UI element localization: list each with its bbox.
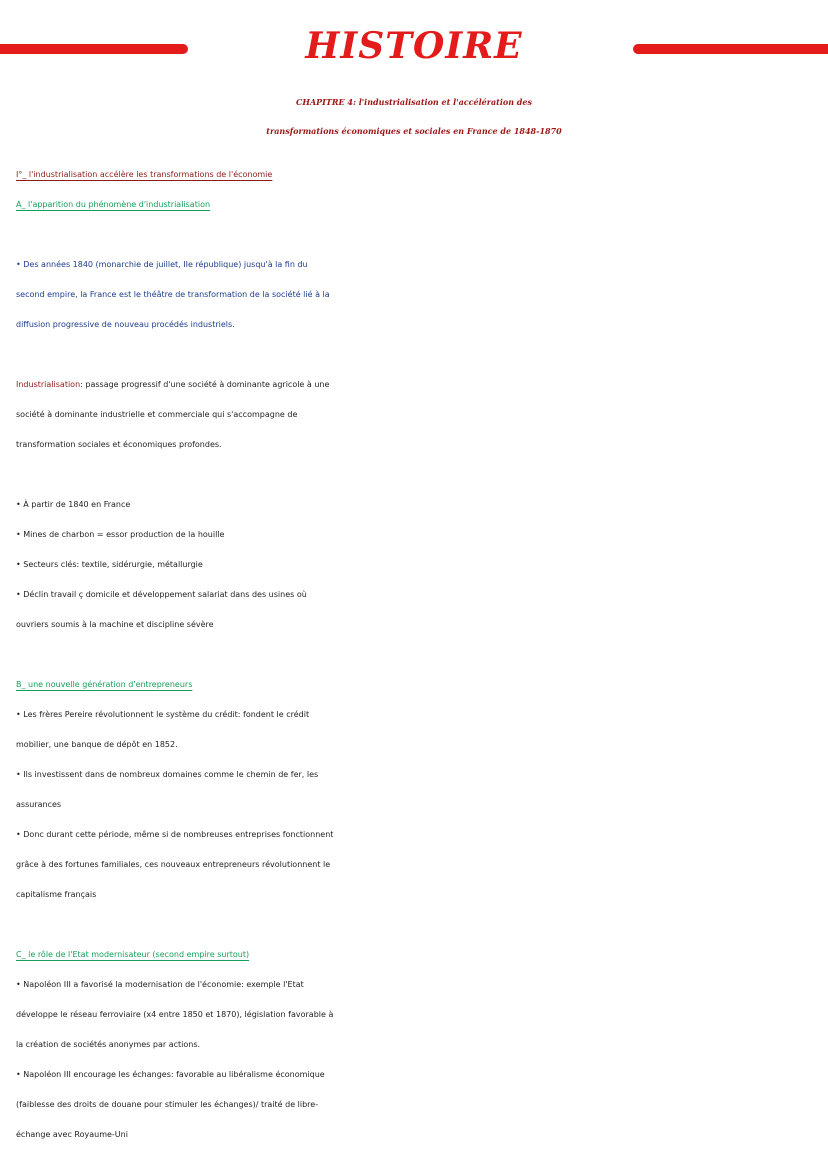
intro-line: second empire, la France est le théâtre de transformation de la société lié à la (16, 290, 330, 299)
definition-line: transformation sociales et économiques profondes. (16, 440, 222, 449)
intro-line: • Des années 1840 (monarchie de juillet, IIe république) jusqu'à la fin du (16, 260, 308, 269)
section-c-line: (faiblesse des droits de douane pour stimuler les échanges)/ traité de libre- (16, 1100, 319, 1109)
part-1-heading: I°_ l'industrialisation accélère les transformations de l'économie (16, 170, 273, 179)
definition-term: Industrialisation (16, 380, 81, 389)
section-b-line: capitalisme français (16, 890, 97, 899)
section-c-line: la création de sociétés anonymes par actions. (16, 1040, 201, 1049)
section-c-heading: C_ le rôle de l'Etat modernisateur (second empire surtout) (16, 950, 250, 959)
definition-text: : passage progressif d'une société à dominante agricole à une (80, 380, 330, 389)
page-title: HISTOIRE (305, 25, 523, 67)
section-c-line: échange avec Royaume-Uni (16, 1130, 128, 1139)
section-c-line: • Napoléon III encourage les échanges: favorable au libéralisme économique (16, 1070, 325, 1079)
definition-line (16, 370, 820, 400)
section-b-line: • Donc durant cette période, même si de nombreuses entreprises fonctionnent (16, 830, 334, 839)
bullet-item: • Secteurs clés: textile, sidérurgie, métallurgie (16, 560, 203, 569)
bullet-item: ouvriers soumis à la machine et discipline sévère (16, 620, 214, 629)
section-c-line: • Napoléon III a favorisé la modernisation de l'économie: exemple l'Etat (16, 980, 304, 989)
section-b-line: assurances (16, 800, 62, 809)
document-body (16, 160, 820, 1150)
section-b-line: • Ils investissent dans de nombreux domaines comme le chemin de fer, les (16, 770, 319, 779)
bullet-item: • À partir de 1840 en France (16, 500, 131, 509)
section-b-heading: B_ une nouvelle génération d'entrepreneurs (16, 680, 193, 689)
section-b-line: • Les frères Pereire révolutionnent le système du crédit: fondent le crédit (16, 710, 310, 719)
bullet-item: • Déclin travail ç domicile et développement salariat dans des usines où (16, 590, 307, 599)
section-c-line: développe le réseau ferroviaire (x4 entre 1850 et 1870), législation favorable à (16, 1010, 334, 1019)
section-b-line: mobilier, une banque de dépôt en 1852. (16, 740, 178, 749)
section-b-line: grâce à des fortunes familiales, ces nouveaux entrepreneurs révolutionnent le (16, 860, 331, 869)
section-a-heading: A_ l'apparition du phénomène d'industrialisation (16, 200, 211, 209)
title-banner (0, 6, 828, 86)
chapter-title (0, 88, 828, 146)
bullet-item: • Mines de charbon = essor production de la houille (16, 530, 225, 539)
intro-line: diffusion progressive de nouveau procédés industriels. (16, 320, 235, 329)
chapter-title-line: transformations économiques et sociales en France de 1848-1870 (266, 126, 562, 136)
chapter-title-line: CHAPITRE 4: l'industrialisation et l'accélération des (296, 97, 532, 107)
definition-line: société à dominante industrielle et commerciale qui s'accompagne de (16, 410, 298, 419)
